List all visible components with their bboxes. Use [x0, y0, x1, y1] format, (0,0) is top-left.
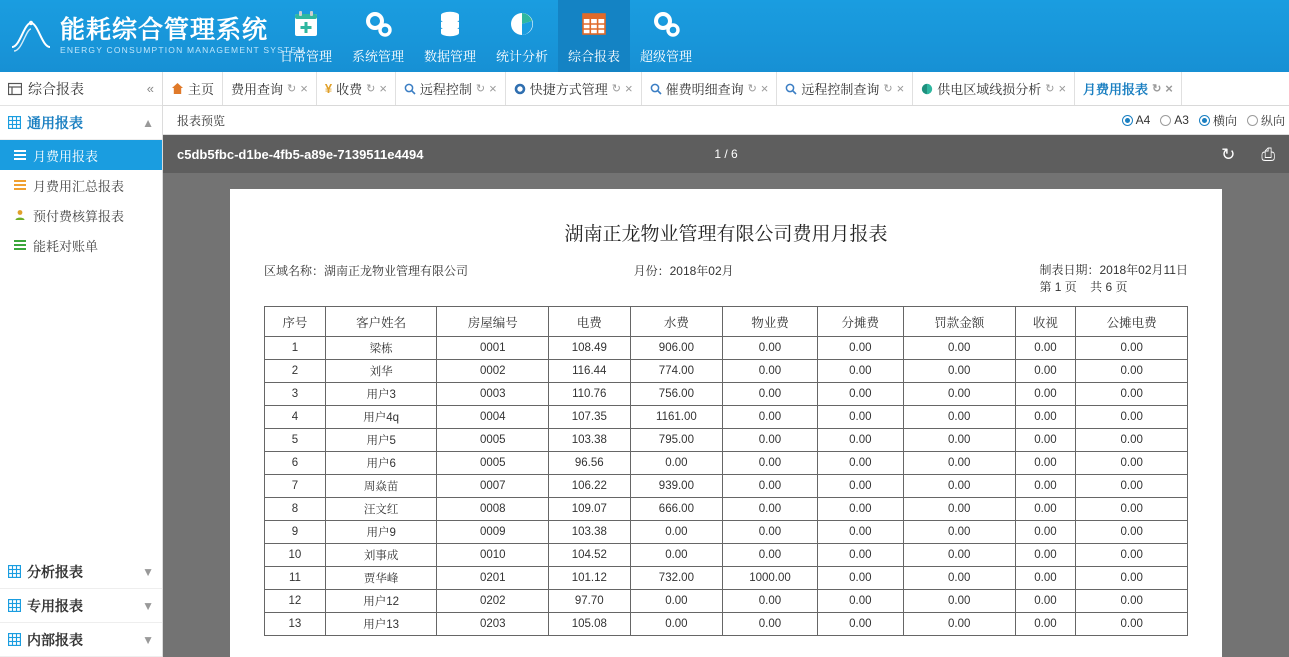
cell: 梁栋 [325, 337, 437, 360]
refresh-icon[interactable]: ↻ [883, 83, 893, 95]
sidebar-item-label: 预付费核算报表 [33, 208, 125, 224]
cell: 0001 [437, 337, 549, 360]
refresh-icon[interactable]: ↻ [1221, 144, 1236, 164]
cell: 0.00 [1015, 544, 1076, 567]
content-area [163, 72, 1289, 657]
cell: 0.00 [1015, 452, 1076, 475]
cell: 6 [265, 452, 326, 475]
radio-paper-a4[interactable] [1122, 113, 1151, 127]
cell: 用户13 [325, 613, 437, 636]
list-icon [14, 149, 26, 161]
sidebar-title: 综合报表 [28, 80, 84, 97]
tab-bar [163, 72, 1289, 106]
cell: 0.00 [903, 452, 1015, 475]
cell: 0.00 [903, 360, 1015, 383]
cell: 0007 [437, 475, 549, 498]
cell: 0.00 [723, 383, 817, 406]
cell: 0.00 [1076, 337, 1188, 360]
chevron-up-icon: ▲ [142, 115, 154, 130]
refresh-icon[interactable]: ↻ [1152, 83, 1162, 95]
cell: 97.70 [549, 590, 631, 613]
sidebar [0, 72, 163, 657]
cell: 0.00 [723, 590, 817, 613]
report-month-value: 2018年02月 [669, 264, 734, 278]
radio-orientation-portrait[interactable] [1247, 112, 1285, 129]
sidebar-collapse-button[interactable]: « [146, 81, 154, 96]
paper-options [1122, 112, 1289, 129]
list-icon [14, 179, 26, 191]
sidebar-item-monthly-fee-summary[interactable] [0, 170, 162, 200]
sidebar-group-label: 专用报表 [27, 597, 83, 614]
tab-charge[interactable] [317, 72, 396, 105]
tab-shortcut-management[interactable] [506, 72, 642, 105]
tab-label: 快捷方式管理 [529, 82, 608, 97]
app-logo-icon [8, 13, 54, 59]
cell: 0.00 [817, 544, 903, 567]
cell: 0.00 [723, 429, 817, 452]
report-area-label: 区域名称： [264, 264, 325, 278]
close-icon[interactable]: × [1165, 81, 1173, 96]
tab-label: 主页 [188, 82, 215, 97]
tab-label: 远程控制 [419, 82, 472, 97]
search-icon [650, 83, 662, 95]
print-icon[interactable]: ⎙ [1261, 144, 1275, 164]
cell: 0.00 [723, 360, 817, 383]
report-area-value: 湖南正龙物业管理有限公司 [324, 264, 469, 278]
cell: 0.00 [903, 406, 1015, 429]
cell: 0.00 [1015, 429, 1076, 452]
home-icon [171, 82, 184, 95]
report-month-label: 月份： [633, 264, 670, 278]
table-row [265, 383, 1188, 406]
cell: 0.00 [723, 406, 817, 429]
nav-label: 超级管理 [639, 49, 692, 64]
grid-table-icon [8, 633, 21, 646]
person-icon [14, 209, 26, 221]
cell: 0005 [437, 452, 549, 475]
refresh-icon[interactable]: ↻ [611, 83, 621, 95]
radio-dot-icon [1247, 115, 1258, 126]
app-subtitle: ENERGY CONSUMPTION MANAGEMENT SYSTEM [60, 44, 306, 55]
cell: 756.00 [630, 383, 723, 406]
sidebar-item-monthly-fee-report[interactable] [0, 140, 162, 170]
cell: 105.08 [549, 613, 631, 636]
page-scroll-area[interactable] [163, 173, 1289, 657]
tab-reminder-detail-query[interactable] [642, 72, 778, 105]
radio-dot-icon [1160, 115, 1171, 126]
refresh-icon[interactable]: ↻ [366, 83, 376, 95]
radio-label: 横向 [1212, 113, 1237, 128]
cell: 116.44 [549, 360, 631, 383]
cell: 0.00 [903, 383, 1015, 406]
cell: 103.38 [549, 429, 631, 452]
cell: 0.00 [817, 498, 903, 521]
cell: 0.00 [1076, 475, 1188, 498]
refresh-icon[interactable]: ↻ [747, 83, 757, 95]
radio-label: 纵向 [1260, 113, 1285, 128]
column-header: 客户姓名 [325, 307, 437, 337]
app-body [0, 72, 1289, 657]
cell: 12 [265, 590, 326, 613]
cell: 108.49 [549, 337, 631, 360]
cell: 0201 [437, 567, 549, 590]
report-page [230, 189, 1222, 657]
cell: 0.00 [723, 498, 817, 521]
cell: 106.22 [549, 475, 631, 498]
cell: 周焱苗 [325, 475, 437, 498]
refresh-icon[interactable]: ↻ [1045, 83, 1055, 95]
cell: 7 [265, 475, 326, 498]
cell: 0.00 [903, 521, 1015, 544]
cell: 0.00 [1015, 498, 1076, 521]
cell: 0.00 [817, 613, 903, 636]
close-icon[interactable]: × [760, 81, 769, 96]
table-row [265, 498, 1188, 521]
radio-label: A4 [1135, 113, 1151, 127]
cell: 0.00 [630, 613, 723, 636]
cell: 0.00 [630, 452, 723, 475]
cell: 10 [265, 544, 326, 567]
radio-dot-icon [1199, 115, 1210, 126]
report-title: 湖南正龙物业管理有限公司费用月报表 [564, 224, 888, 245]
tab-label: 远程控制查询 [801, 82, 880, 97]
cell: 0.00 [817, 360, 903, 383]
cell: 0.00 [1015, 590, 1076, 613]
tab-label: 收费 [336, 82, 363, 97]
grid-table-icon [578, 4, 610, 44]
nav-item-statistics[interactable] [486, 0, 558, 72]
yuan-icon: ¥ [324, 81, 333, 96]
table-row [265, 521, 1188, 544]
sidebar-spacer [0, 260, 162, 555]
radio-label: A3 [1174, 113, 1189, 127]
cell: 用户6 [325, 452, 437, 475]
cell: 0203 [437, 613, 549, 636]
cell: 0.00 [817, 521, 903, 544]
column-header: 物业费 [723, 307, 817, 337]
pie-chart-icon [506, 4, 538, 44]
cell: 用户4q [325, 406, 437, 429]
app-header [0, 0, 1289, 72]
cell: 0008 [437, 498, 549, 521]
cell: 0.00 [1015, 521, 1076, 544]
cell: 107.35 [549, 406, 631, 429]
cell: 0.00 [1015, 406, 1076, 429]
cell: 用户9 [325, 521, 437, 544]
close-icon[interactable]: × [300, 81, 308, 96]
table-row [265, 429, 1188, 452]
cell: 0.00 [1076, 567, 1188, 590]
sidebar-item-label: 月费用报表 [33, 148, 99, 164]
cell: 刘华 [325, 360, 437, 383]
grid-table-icon [8, 116, 21, 129]
chevron-down-icon: ▼ [142, 598, 154, 613]
cell: 0.00 [1076, 406, 1188, 429]
tab-label: 催费明细查询 [665, 82, 744, 97]
cell: 贾华峰 [325, 567, 437, 590]
column-header: 公摊电费 [1076, 307, 1188, 337]
search-icon [785, 83, 797, 95]
close-icon[interactable]: × [489, 81, 497, 96]
cell: 0202 [437, 590, 549, 613]
table-row [265, 406, 1188, 429]
report-table [264, 306, 1188, 636]
column-header: 分摊费 [817, 307, 903, 337]
cell: 906.00 [630, 337, 723, 360]
cell: 1 [265, 337, 326, 360]
column-header: 房屋编号 [437, 307, 549, 337]
cell: 795.00 [630, 429, 723, 452]
calendar-icon [290, 4, 322, 44]
table-body [265, 337, 1188, 636]
close-icon[interactable]: × [624, 81, 633, 96]
cell: 11 [265, 567, 326, 590]
tab-home[interactable] [163, 72, 223, 105]
table-row [265, 475, 1188, 498]
gear-icon [514, 83, 526, 95]
nav-label: 统计分析 [495, 49, 548, 64]
cell: 0.00 [817, 406, 903, 429]
column-header: 水费 [630, 307, 723, 337]
close-icon[interactable]: × [379, 81, 387, 96]
table-row [265, 544, 1188, 567]
cell: 9 [265, 521, 326, 544]
cell: 0.00 [817, 567, 903, 590]
cell: 0.00 [723, 521, 817, 544]
cell: 0.00 [1015, 383, 1076, 406]
cell: 用户5 [325, 429, 437, 452]
cell: 0.00 [903, 613, 1015, 636]
sidebar-group-internal-reports[interactable] [0, 623, 162, 657]
menu-panel-icon [8, 82, 22, 96]
chevron-down-icon: ▼ [142, 564, 154, 579]
cell: 用户12 [325, 590, 437, 613]
cell: 0.00 [630, 521, 723, 544]
cell: 0.00 [1076, 590, 1188, 613]
refresh-icon[interactable]: ↻ [475, 83, 486, 95]
cell: 汪文红 [325, 498, 437, 521]
cell: 0.00 [903, 498, 1015, 521]
cell: 0.00 [1015, 360, 1076, 383]
gears-icon [650, 4, 682, 44]
document-id: c5db5fbc-d1be-4fb5-a89e-7139511e4494 [177, 146, 424, 162]
cell: 732.00 [630, 567, 723, 590]
grid-table-icon [8, 599, 21, 612]
cell: 1161.00 [630, 406, 723, 429]
viewer-toolbar [163, 135, 1289, 173]
cell: 109.07 [549, 498, 631, 521]
cell: 110.76 [549, 383, 631, 406]
close-icon[interactable]: × [896, 81, 905, 96]
nav-item-reports[interactable] [558, 0, 630, 72]
report-month [634, 262, 893, 296]
report-date-value: 2018年02月11日 [1099, 263, 1188, 277]
tab-label: 月费用报表 [1083, 82, 1149, 97]
cell: 666.00 [630, 498, 723, 521]
nav-item-data[interactable] [414, 0, 486, 72]
cell: 13 [265, 613, 326, 636]
report-viewer [163, 135, 1289, 657]
cell: 0.00 [817, 590, 903, 613]
tab-remote-control[interactable] [396, 72, 506, 105]
cell: 0004 [437, 406, 549, 429]
database-icon [434, 4, 466, 44]
close-icon[interactable]: × [1058, 81, 1067, 96]
cell: 3 [265, 383, 326, 406]
report-date-block [1039, 262, 1188, 296]
tab-fee-query[interactable] [223, 72, 317, 105]
cell: 0.00 [723, 452, 817, 475]
sidebar-group-label: 分析报表 [27, 563, 83, 580]
radio-paper-a3[interactable] [1160, 113, 1189, 127]
nav-label: 日常管理 [279, 49, 332, 64]
cell: 0.00 [723, 613, 817, 636]
cell: 0.00 [1076, 429, 1188, 452]
tab-label: 供电区域线损分析 [937, 82, 1042, 97]
cell: 0.00 [903, 590, 1015, 613]
cell: 0.00 [1015, 613, 1076, 636]
grid-table-icon [8, 565, 21, 578]
sidebar-group-label: 内部报表 [27, 631, 83, 648]
sidebar-item-prepaid-accounting[interactable] [0, 200, 162, 230]
cell: 0.00 [817, 452, 903, 475]
table-row [265, 567, 1188, 590]
cell: 101.12 [549, 567, 631, 590]
cell: 0.00 [903, 567, 1015, 590]
cell: 0.00 [903, 544, 1015, 567]
cell: 0.00 [1076, 613, 1188, 636]
table-row [265, 360, 1188, 383]
column-header: 罚款金额 [903, 307, 1015, 337]
table-row [265, 613, 1188, 636]
cell: 0002 [437, 360, 549, 383]
cell: 0.00 [1076, 360, 1188, 383]
column-header: 电费 [549, 307, 631, 337]
list-icon [14, 239, 26, 251]
tab-remote-control-query[interactable] [777, 72, 913, 105]
preview-title: 报表预览 [177, 113, 226, 128]
sidebar-item-label: 月费用汇总报表 [33, 178, 125, 194]
nav-label: 系统管理 [351, 49, 404, 64]
cell: 2 [265, 360, 326, 383]
cell: 0.00 [903, 475, 1015, 498]
cell: 0.00 [723, 337, 817, 360]
cell: 0.00 [903, 337, 1015, 360]
cell: 96.56 [549, 452, 631, 475]
cell: 0.00 [630, 590, 723, 613]
radio-orientation-landscape[interactable] [1199, 112, 1237, 129]
cell: 0.00 [817, 383, 903, 406]
table-header-row [265, 307, 1188, 337]
report-area [264, 262, 634, 296]
tab-monthly-fee-report[interactable] [1075, 72, 1182, 105]
cell: 0.00 [723, 475, 817, 498]
page-indicator: 1 / 6 [714, 147, 738, 161]
sidebar-group-analysis-reports[interactable] [0, 555, 162, 589]
cell: 4 [265, 406, 326, 429]
cell: 刘事成 [325, 544, 437, 567]
cell: 0.00 [1076, 383, 1188, 406]
search-icon [404, 83, 416, 95]
cell: 0.00 [1076, 544, 1188, 567]
cell: 0.00 [1076, 452, 1188, 475]
nav-label: 综合报表 [567, 49, 620, 64]
power-icon [921, 83, 933, 95]
sidebar-item-label: 能耗对账单 [33, 238, 99, 254]
cell: 0.00 [1015, 567, 1076, 590]
gears-icon [362, 4, 394, 44]
column-header: 收视 [1015, 307, 1076, 337]
cell: 0.00 [723, 544, 817, 567]
cell: 0.00 [817, 429, 903, 452]
cell: 0.00 [630, 544, 723, 567]
column-header: 序号 [265, 307, 326, 337]
cell: 8 [265, 498, 326, 521]
sidebar-item-energy-statement[interactable] [0, 230, 162, 260]
sidebar-group-special-reports[interactable] [0, 589, 162, 623]
cell: 用户3 [325, 383, 437, 406]
table-row [265, 452, 1188, 475]
cell: 0.00 [1076, 498, 1188, 521]
sidebar-group-label: 通用报表 [27, 114, 83, 131]
report-date-label: 制表日期： [1039, 263, 1100, 277]
chevron-down-icon: ▼ [142, 632, 154, 647]
radio-dot-icon [1122, 115, 1133, 126]
cell: 5 [265, 429, 326, 452]
nav-label: 数据管理 [423, 49, 476, 64]
tab-power-area-loss-analysis[interactable] [913, 72, 1075, 105]
cell: 104.52 [549, 544, 631, 567]
cell: 939.00 [630, 475, 723, 498]
cell: 0.00 [903, 429, 1015, 452]
report-page-total: 共 6 页 [1090, 280, 1128, 295]
tab-label: 费用查询 [231, 82, 284, 97]
preview-toolbar [163, 106, 1289, 135]
cell: 1000.00 [723, 567, 817, 590]
cell: 0.00 [1015, 475, 1076, 498]
cell: 103.38 [549, 521, 631, 544]
refresh-icon[interactable]: ↻ [287, 83, 297, 95]
cell: 0009 [437, 521, 549, 544]
cell: 0010 [437, 544, 549, 567]
nav-item-system[interactable] [342, 0, 414, 72]
cell: 0005 [437, 429, 549, 452]
cell: 0.00 [1076, 521, 1188, 544]
cell: 0.00 [817, 475, 903, 498]
table-row [265, 337, 1188, 360]
sidebar-group-general-reports[interactable] [0, 106, 162, 140]
cell: 0.00 [1015, 337, 1076, 360]
sidebar-header [0, 72, 162, 106]
cell: 774.00 [630, 360, 723, 383]
nav-item-super-admin[interactable] [630, 0, 702, 72]
report-page-no: 第 1 页 [1039, 280, 1077, 295]
cell: 0.00 [817, 337, 903, 360]
nav-item-daily[interactable] [270, 0, 342, 72]
cell: 0003 [437, 383, 549, 406]
app-title: 能耗综合管理系统 [60, 16, 269, 45]
report-meta [264, 262, 1188, 296]
main-nav [270, 0, 702, 72]
table-row [265, 590, 1188, 613]
